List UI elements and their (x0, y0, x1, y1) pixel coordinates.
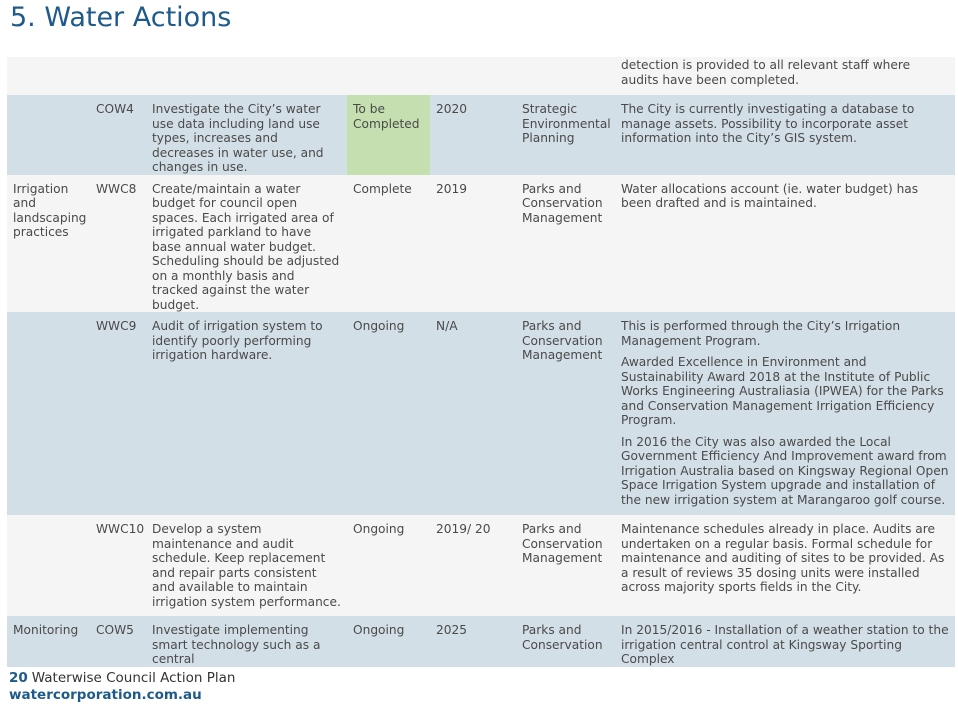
status-cell: Complete (347, 175, 430, 313)
water-actions-table (7, 57, 955, 667)
comments-cell (615, 312, 955, 515)
status-cell: Ongoing (347, 515, 430, 616)
comments-cell (615, 515, 955, 616)
status-cell (347, 57, 430, 95)
code-cell: COW5 (90, 616, 146, 667)
status-cell: Ongoing (347, 312, 430, 515)
comment-text: The City is currently investigating a database to manage assets. Possibility to incorporate asset information into the City’s GIS system. (621, 102, 915, 145)
footer-doc-title: Waterwise Council Action Plan (31, 670, 236, 686)
code-cell: WWC8 (90, 175, 146, 313)
responsible-cell: Strategic Environmental Planning (516, 95, 615, 175)
page-number: 20 (9, 670, 28, 686)
year-cell (430, 57, 516, 95)
table-row (7, 175, 955, 313)
category-cell: Irrigation and landscaping practices (7, 175, 90, 313)
footer-website-link[interactable]: watercorporation.com.au (9, 687, 202, 703)
table-row-continued (7, 57, 955, 95)
responsible-cell: Parks and Conservation Management (516, 515, 615, 616)
code-cell (90, 57, 146, 95)
category-cell (7, 57, 90, 95)
comments-cell (615, 95, 955, 175)
page-title: 5. Water Actions (10, 2, 232, 33)
code-cell: WWC10 (90, 515, 146, 616)
comment-text: In 2015/2016 - Installation of a weather station to the irrigation central control at Kingsway Sporting Complex (621, 623, 949, 666)
responsible-cell: Parks and Conservation Management (516, 175, 615, 313)
year-cell: 2019 (430, 175, 516, 313)
action-cell (146, 57, 347, 95)
comments-cell (615, 616, 955, 667)
action-cell: Audit of irrigation system to identify poorly performing irrigation hardware. (146, 312, 347, 515)
responsible-cell: Parks and Conservation Management (516, 312, 615, 515)
action-cell: Create/maintain a water budget for council open spaces. Each irrigated area of irrigated parkland to have base annual water budget. Scheduling should be adjusted on a monthly basis and tracked against the water budget. (146, 175, 347, 313)
comments-cell (615, 175, 955, 313)
code-cell: WWC9 (90, 312, 146, 515)
table-row (7, 515, 955, 616)
action-cell: Investigate implementing smart technology such as a central (146, 616, 347, 667)
comment-text: In 2016 the City was also awarded the Local Government Efficiency And Improvement award from Irrigation Australia based on Kingsway Regional Open Space Irrigation System upgrade and installation of the new irrigation system at Marangaroo golf course. (621, 434, 949, 507)
table-row (7, 616, 955, 667)
action-cell: Develop a system maintenance and audit schedule. Keep replacement and repair parts consistent and available to maintain irrigation system performance. (146, 515, 347, 616)
table-row (7, 312, 955, 515)
table-row (7, 95, 955, 175)
action-cell: Investigate the City’s water use data including land use types, increases and decreases in water use, and changes in use. (146, 95, 347, 175)
year-cell: N/A (430, 312, 516, 515)
category-cell: Monitoring (7, 616, 90, 667)
comments-cell (615, 57, 955, 95)
year-cell: 2025 (430, 616, 516, 667)
year-cell: 2019/ 20 (430, 515, 516, 616)
comment-text: detection is provided to all relevant staff where audits have been completed. (621, 58, 911, 87)
comment-text: Water allocations account (ie. water budget) has been drafted and is maintained. (621, 181, 919, 210)
comment-text: This is performed through the City’s Irrigation Management Program. (621, 319, 901, 348)
year-cell: 2020 (430, 95, 516, 175)
comment-text: Maintenance schedules already in place. Audits are undertaken on a regular basis. Formal schedule for maintenance and auditing of sites to be provided. As a result of reviews 35 dosing units were installed across majority sports fields in the City. (621, 522, 945, 594)
footer-doc-line (9, 670, 235, 686)
category-cell (7, 312, 90, 515)
comment-text: Awarded Excellence in Environment and Sustainability Award 2018 at the Institute of Public Works Engineering Australiasia (IPWEA) for the Parks and Conservation Management Irrigation Efficiency Program. (621, 355, 944, 427)
responsible-cell (516, 57, 615, 95)
responsible-cell: Parks and Conservation (516, 616, 615, 667)
category-cell (7, 515, 90, 616)
category-cell (7, 95, 90, 175)
status-cell: To be Completed (347, 95, 430, 175)
status-cell: Ongoing (347, 616, 430, 667)
code-cell: COW4 (90, 95, 146, 175)
